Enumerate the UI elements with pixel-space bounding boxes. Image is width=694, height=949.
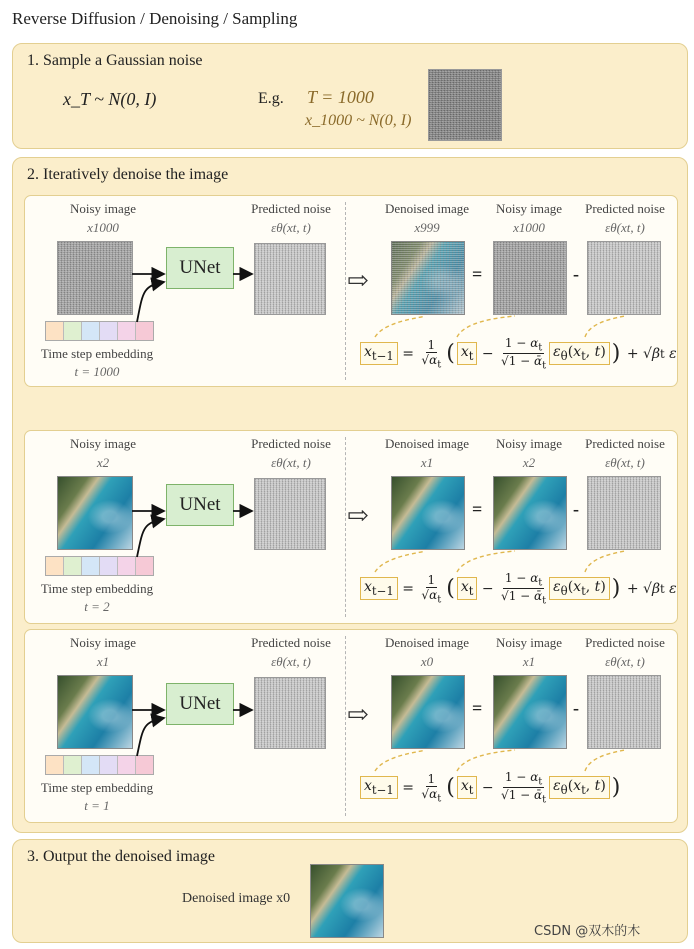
embedding-cell	[82, 322, 100, 340]
watermark: CSDN @双木的木	[534, 924, 641, 939]
noisy-image	[57, 675, 133, 749]
noisy-image	[57, 241, 133, 315]
formula-denominator: √1 − ᾱ$_t$	[501, 589, 547, 607]
formula-numerator: $1 - \alpha_t$	[504, 571, 543, 589]
embedding-cell	[46, 756, 64, 774]
formula-term: $x_{t-1}$	[360, 577, 398, 600]
formula-term: $\varepsilon_\theta(x_t$, t)	[549, 342, 610, 365]
stage1-heading: 1. Sample a Gaussian noise	[27, 52, 203, 69]
predicted-noise-image-2	[587, 476, 661, 550]
embedding-cell	[64, 756, 82, 774]
time-step-value: t = 1	[84, 798, 110, 813]
formula-symbol: )	[611, 576, 621, 602]
stage-sample-noise	[12, 43, 688, 149]
formula-denominator: $√\alpha_t$	[421, 587, 442, 606]
panel-divider	[345, 202, 346, 380]
embedding-cell	[136, 322, 153, 340]
predicted-noise-image-2	[587, 241, 661, 315]
predicted-noise-label-2: Predicted noise	[585, 635, 665, 650]
formula-denominator: √1 − ᾱ$_t$	[501, 354, 547, 372]
predicted-noise-image	[254, 677, 326, 749]
noisy-image-label: Noisy image	[69, 635, 137, 650]
noisy-image-label: Noisy image	[69, 201, 137, 216]
noisy-image-var: x1	[96, 654, 110, 669]
formula-term: $x_{t-1}$	[360, 342, 398, 365]
denoised-image-label: Denoised image	[384, 635, 470, 650]
denoised-image-var: x1	[420, 455, 434, 470]
equals-sign: =	[472, 264, 483, 284]
embedding-label: Time step embedding	[40, 780, 154, 795]
update-formula: $x_{t-1}$ = $\frac{1}{√\alpha_t}$ ( $x_t$ − $\frac{1 - \alpha_t}{√1 - ᾱ_t}$ $\varepsilon_\theta(x_t$, t) ) + √ β t ε	[360, 336, 677, 372]
formula-numerator: $1 - \alpha_t$	[504, 336, 543, 354]
denoised-image	[391, 476, 465, 550]
formula-symbol: )	[611, 341, 621, 367]
equals-sign: =	[472, 499, 483, 519]
noisy-image-var-2: x2	[522, 455, 536, 470]
predicted-noise-label: Predicted noise	[251, 201, 331, 216]
formula-numerator: 1	[427, 572, 436, 587]
embedding-label: Time step embedding	[40, 581, 154, 596]
embedding-label: Time step embedding	[40, 346, 154, 361]
stage2-heading: 2. Iteratively denoise the image	[27, 166, 229, 183]
stage-iterative-denoise	[12, 157, 688, 833]
formula-fraction	[501, 571, 546, 607]
embedding-cell	[118, 756, 136, 774]
unet-block: UNet	[166, 247, 234, 289]
formula-fraction	[421, 338, 441, 370]
predicted-noise-image	[254, 478, 326, 550]
embedding-cell	[100, 557, 118, 575]
predicted-noise-label-2: Predicted noise	[585, 201, 665, 216]
embedding-cell	[46, 557, 64, 575]
embedding-cell	[64, 557, 82, 575]
minus-sign: -	[573, 698, 579, 718]
formula-fraction	[421, 573, 441, 605]
predicted-noise-image	[254, 243, 326, 315]
predicted-noise-var: εθ(xt, t)	[271, 220, 311, 235]
embedding-cell	[136, 557, 153, 575]
minus-sign: -	[573, 264, 579, 284]
unet-block: UNet	[166, 484, 234, 526]
arrow-right-icon: ⇨	[347, 266, 369, 295]
output-denoised-image	[310, 864, 384, 938]
embedding-cell	[136, 756, 153, 774]
noisy-image-var-2: x1	[522, 654, 536, 669]
update-formula: $x_{t-1}$ = $\frac{1}{√\alpha_t}$ ( $x_t$ − $\frac{1 - \alpha_t}{√1 - ᾱ_t}$ $\varepsilon_\theta(x_t$, t) ) + √ β t ε	[360, 571, 677, 607]
predicted-noise-image-2	[587, 675, 661, 749]
time-step-embedding	[45, 556, 154, 576]
denoised-image	[391, 675, 465, 749]
formula-numerator: $1 - \alpha_t$	[504, 770, 543, 788]
embedding-cell	[100, 322, 118, 340]
formula-fraction	[501, 336, 546, 372]
formula-fraction	[421, 772, 441, 804]
noisy-image-label-2: Noisy image	[495, 201, 563, 216]
noisy-image-var: x2	[96, 455, 110, 470]
embedding-cell	[82, 557, 100, 575]
predicted-noise-var-2: εθ(xt, t)	[605, 654, 645, 669]
prior-formula: x_T ~ N(0, I)	[63, 89, 157, 109]
predicted-noise-label-2: Predicted noise	[585, 436, 665, 451]
gaussian-noise-image	[428, 69, 502, 141]
example-x: x_1000 ~ N(0, I)	[305, 112, 412, 129]
panel-divider	[345, 437, 346, 617]
formula-numerator: 1	[427, 771, 436, 786]
noisy-image-label: Noisy image	[69, 436, 137, 451]
formula-symbol: (	[446, 576, 455, 602]
equals-sign: =	[472, 698, 483, 718]
minus-sign: -	[573, 499, 579, 519]
embedding-cell	[118, 322, 136, 340]
denoised-image-label: Denoised image	[384, 436, 470, 451]
formula-numerator: 1	[427, 337, 436, 352]
embedding-cell	[100, 756, 118, 774]
formula-term: $x_t$	[457, 342, 478, 365]
stage3-heading: 3. Output the denoised image	[27, 848, 215, 865]
formula-term: $x_t$	[457, 577, 478, 600]
formula-term: $x_{t-1}$	[360, 776, 398, 799]
predicted-noise-var: εθ(xt, t)	[271, 654, 311, 669]
formula-denominator: $√\alpha_t$	[421, 352, 442, 371]
time-step-embedding	[45, 755, 154, 775]
time-step-value: t = 1000	[74, 364, 120, 379]
noisy-image-label-2: Noisy image	[495, 436, 563, 451]
denoised-image-var: x0	[420, 654, 434, 669]
noisy-image-var: x1000	[87, 220, 119, 235]
formula-symbol: (	[446, 341, 455, 367]
predicted-noise-var-2: εθ(xt, t)	[605, 220, 645, 235]
formula-term: $x_t$	[457, 776, 478, 799]
unet-block: UNet	[166, 683, 234, 725]
denoise-step-panel-t1000	[24, 195, 678, 387]
predicted-noise-var: εθ(xt, t)	[271, 455, 311, 470]
formula-denominator: √1 − ᾱ$_t$	[501, 788, 547, 806]
predicted-noise-label: Predicted noise	[251, 436, 331, 451]
predicted-noise-label: Predicted noise	[251, 635, 331, 650]
arrow-right-icon: ⇨	[347, 501, 369, 530]
embedding-cell	[118, 557, 136, 575]
page-title: Reverse Diffusion / Denoising / Sampling	[12, 9, 298, 28]
noisy-image-2	[493, 675, 567, 749]
formula-fraction	[501, 770, 546, 806]
embedding-cell	[64, 322, 82, 340]
denoised-image	[391, 241, 465, 315]
example-T: T = 1000	[307, 87, 374, 107]
formula-denominator: $√\alpha_t$	[421, 786, 442, 805]
panel-divider	[345, 636, 346, 816]
denoise-step-panel-t1	[24, 629, 678, 823]
predicted-noise-var-2: εθ(xt, t)	[605, 455, 645, 470]
time-step-embedding	[45, 321, 154, 341]
noisy-image-var-2: x1000	[513, 220, 545, 235]
embedding-cell	[82, 756, 100, 774]
noisy-image-2	[493, 241, 567, 315]
formula-term: $\varepsilon_\theta(x_t$, t)	[549, 577, 610, 600]
formula-symbol: )	[611, 775, 621, 801]
denoised-image-var: x999	[414, 220, 440, 235]
example-label: E.g.	[258, 90, 284, 107]
embedding-cell	[46, 322, 64, 340]
denoised-image-label: Denoised image	[384, 201, 470, 216]
noisy-image-label-2: Noisy image	[495, 635, 563, 650]
time-step-value: t = 2	[84, 599, 110, 614]
arrow-right-icon: ⇨	[347, 700, 369, 729]
output-label: Denoised image x0	[182, 891, 291, 906]
formula-symbol: (	[446, 775, 455, 801]
noisy-image	[57, 476, 133, 550]
formula-term: $\varepsilon_\theta(x_t$, t)	[549, 776, 610, 799]
denoise-step-panel-t2	[24, 430, 678, 624]
update-formula-final: $x_{t-1}$ = $\frac{1}{√\alpha_t}$ ( $x_t$ − $\frac{1 - \alpha_t}{√1 - ᾱ_t}$ $\varepsilon_\theta(x_t$, t) )	[360, 770, 622, 806]
noisy-image-2	[493, 476, 567, 550]
